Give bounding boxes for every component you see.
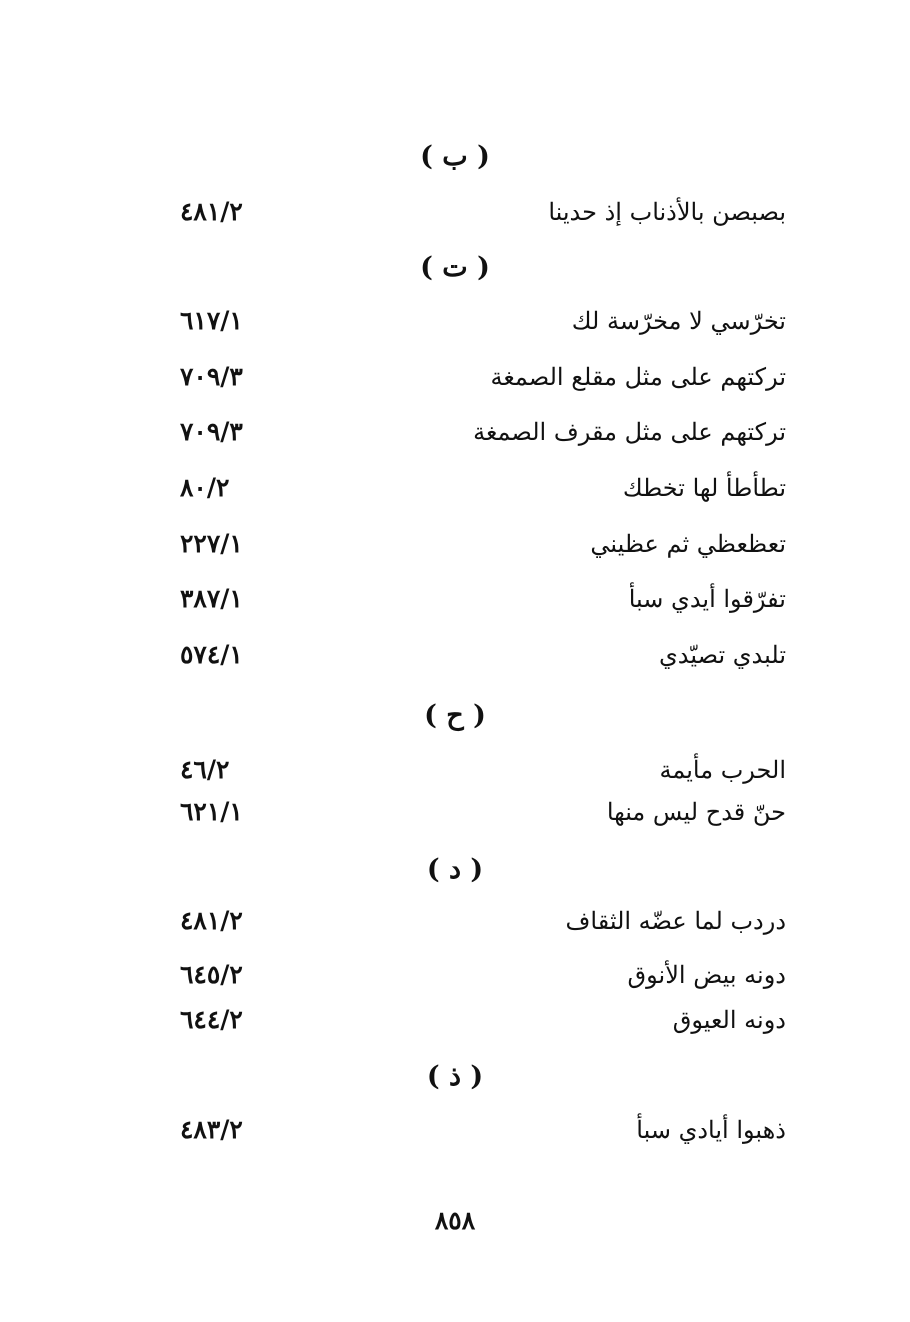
section-header-ha: ( ح ) — [424, 700, 486, 731]
index-entry — [0, 750, 910, 790]
volume-page-ref: ٤٦/٢ — [180, 755, 230, 784]
index-entry — [0, 635, 910, 675]
volume-page-ref: ٨٠/٢ — [180, 473, 230, 502]
proverb-text: تخرّسي لا مخرّسة لك — [571, 307, 786, 335]
proverb-text: تلبدي تصيّدي — [659, 641, 786, 669]
volume-page-ref: ٣٨٧/١ — [180, 584, 243, 613]
section-header-ba: ( ب ) — [420, 141, 490, 172]
index-entry — [0, 524, 910, 564]
index-entry — [0, 901, 910, 941]
proverb-text: الحرب مأيمة — [659, 756, 786, 784]
index-entry — [0, 192, 910, 232]
proverb-text: بصبصن بالأذناب إذ حدينا — [548, 198, 786, 226]
volume-page-ref: ٤٨١/٢ — [180, 197, 243, 226]
proverb-text: دونه بيض الأنوق — [627, 961, 786, 989]
index-entry — [0, 1110, 910, 1150]
proverb-text: دردب لما عضّه الثقاف — [565, 907, 786, 935]
index-entry — [0, 412, 910, 452]
index-entry — [0, 1000, 910, 1040]
proverb-text: تطأطأ لها تخطك — [622, 474, 786, 502]
index-entry — [0, 357, 910, 397]
proverb-text: ذهبوا أيادي سبأ — [636, 1116, 786, 1144]
volume-page-ref: ٦٤٥/٢ — [180, 960, 243, 989]
index-entry — [0, 955, 910, 995]
section-header-ta: ( ت ) — [420, 252, 490, 283]
proverb-text: تركتهم على مثل مقرف الصمغة — [473, 418, 786, 446]
proverb-text: دونه العيوق — [672, 1006, 786, 1034]
proverb-text: تعظعظي ثم عظيني — [590, 530, 786, 558]
proverb-text: تركتهم على مثل مقلع الصمغة — [490, 363, 786, 391]
volume-page-ref: ٦٤٤/٢ — [180, 1005, 243, 1034]
volume-page-ref: ٤٨٣/٢ — [180, 1115, 243, 1144]
page-number: ٨٥٨ — [434, 1206, 476, 1235]
volume-page-ref: ٧٠٩/٣ — [180, 362, 243, 391]
volume-page-ref: ٢٢٧/١ — [180, 529, 243, 558]
volume-page-ref: ٦٢١/١ — [180, 797, 243, 826]
volume-page-ref: ٥٧٤/١ — [180, 640, 243, 669]
index-entry — [0, 468, 910, 508]
index-entry — [0, 792, 910, 832]
proverb-text: حنّ قدح ليس منها — [606, 798, 786, 826]
volume-page-ref: ٤٨١/٢ — [180, 906, 243, 935]
proverb-text: تفرّقوا أيدي سبأ — [628, 585, 786, 613]
section-header-dhal: ( ذ ) — [426, 1061, 484, 1092]
index-entry — [0, 301, 910, 341]
volume-page-ref: ٧٠٩/٣ — [180, 417, 243, 446]
section-header-dal: ( د ) — [426, 854, 484, 885]
index-entry — [0, 579, 910, 619]
volume-page-ref: ٦١٧/١ — [180, 306, 243, 335]
